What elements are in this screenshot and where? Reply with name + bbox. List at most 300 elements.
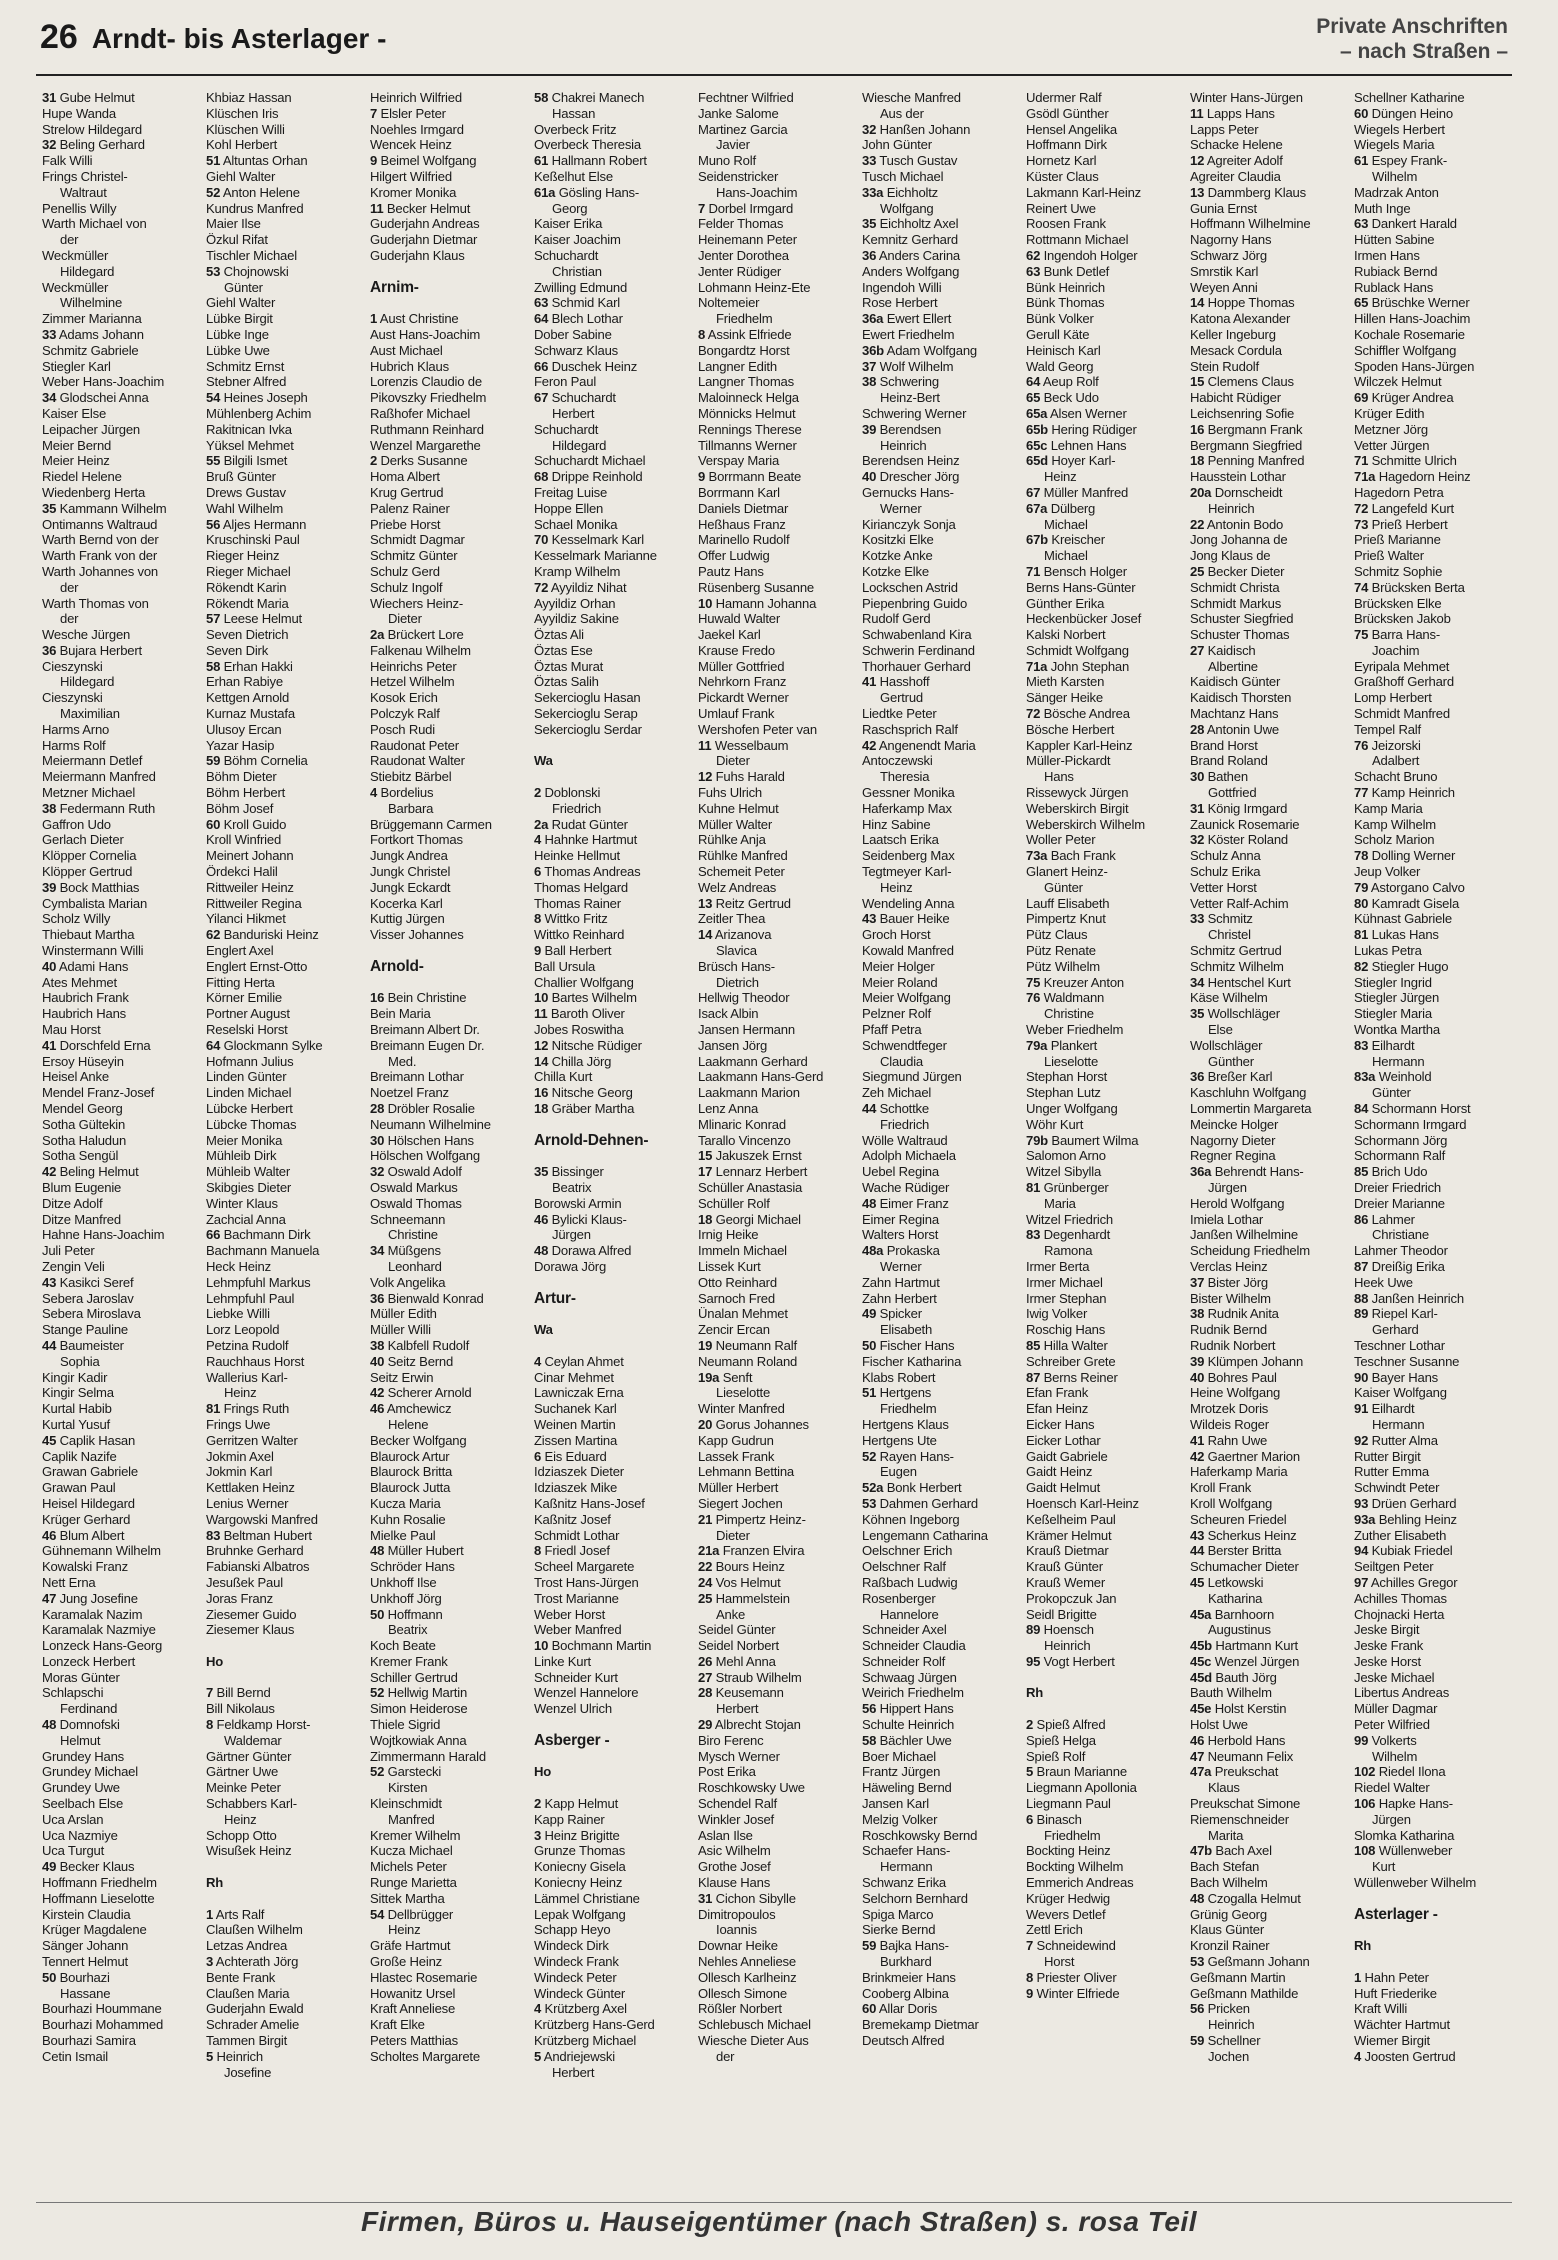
house-number: 93a — [1354, 1511, 1376, 1527]
resident-entry: 73a Bach Frank — [1026, 848, 1116, 864]
resident-entry: 73 Prieß Herbert — [1354, 516, 1448, 532]
house-number: 42 — [42, 1164, 57, 1180]
resident-entry: 45c Wenzel Jürgen — [1190, 1653, 1300, 1669]
resident-entry: 54 Heines Joseph — [206, 390, 308, 406]
resident-entry: 12 Nitsche Rüdiger — [534, 1037, 642, 1053]
resident-entry: Sotha Sengül — [42, 1148, 119, 1164]
resident-entry: 2a Rudat Günter — [534, 816, 628, 832]
resident-entry: Rühlke Anja — [698, 832, 766, 848]
house-number: 43 — [42, 1274, 57, 1290]
resident-entry: Kurtal Habib — [42, 1401, 112, 1417]
resident-entry: Stiegler Karl — [42, 358, 111, 374]
resident-entry: 28 Dröbler Rosalie — [370, 1101, 475, 1116]
resident-entry: 10 Hamann Johanna — [698, 595, 817, 611]
resident-entry: Laakmann Marion — [698, 1085, 800, 1101]
resident-entry: 41 Rahn Uwe — [1190, 1432, 1268, 1448]
resident-entry: Wollschläger — [1190, 1037, 1263, 1053]
resident-entry: Yazar Hasip — [206, 737, 275, 753]
resident-entry: 3 Achterath Jörg — [206, 1954, 299, 1970]
house-number: 85 — [1026, 1337, 1041, 1353]
resident-entry: 36 Anders Carina — [862, 247, 960, 263]
resident-entry: Schiffler Wolfgang — [1354, 342, 1457, 358]
entry-continuation: Herbert — [552, 405, 595, 421]
house-number: 36 — [370, 1290, 385, 1306]
resident-entry: 25 Becker Dieter — [1190, 563, 1285, 579]
entry-continuation: Claudia — [880, 1053, 924, 1069]
resident-entry: Meier Holger — [862, 958, 935, 974]
resident-entry: 87 Berns Reiner — [1026, 1369, 1118, 1385]
resident-entry: 35 Eichholtz Axel — [862, 216, 959, 232]
resident-entry: 7 Dorbel Irmgard — [698, 200, 794, 216]
resident-entry: 6 Eis Eduard — [534, 1448, 607, 1464]
resident-entry: Raschsprich Ralf — [862, 721, 958, 737]
resident-entry: Heek Uwe — [1354, 1274, 1413, 1290]
resident-entry: Kingir Selma — [42, 1385, 114, 1401]
house-number: 12 — [534, 1037, 549, 1053]
resident-entry: 93 Drüen Gerhard — [1354, 1495, 1457, 1511]
resident-entry: Breimann Albert Dr. — [370, 1022, 480, 1038]
resident-entry: Oswald Markus — [370, 1179, 458, 1195]
house-number: 77 — [1354, 785, 1369, 801]
resident-entry: Muno Rolf — [698, 153, 756, 169]
resident-entry: Wächter Hartmut — [1354, 2017, 1450, 2033]
resident-entry: 48 Czogalla Helmut — [1190, 1890, 1301, 1906]
resident-entry: 33a Eichholtz — [862, 184, 939, 200]
resident-entry: 32 Beling Gerhard — [42, 137, 145, 153]
resident-entry: Rökendt Karin — [206, 579, 287, 595]
resident-entry: Schulz Ingolf — [370, 579, 443, 595]
resident-entry: 43 Scherkus Heinz — [1190, 1527, 1297, 1543]
entry-continuation: Christine — [388, 1227, 438, 1243]
resident-entry: Wald Georg — [1026, 358, 1094, 374]
spacer — [370, 943, 528, 959]
house-number: 32 — [862, 121, 877, 137]
resident-entry: Bösche Herbert — [1026, 721, 1115, 737]
house-number: 35 — [862, 216, 877, 232]
resident-entry: Böhm Josef — [206, 800, 274, 816]
resident-entry: Vetter Horst — [1190, 879, 1257, 895]
house-number: 42 — [862, 737, 877, 753]
entry-continuation: Hildegard — [552, 437, 607, 453]
resident-entry: Bünk Volker — [1026, 311, 1094, 327]
resident-entry: Schmitz Günter — [370, 548, 458, 564]
resident-entry: Heisel Hildegard — [42, 1495, 135, 1511]
resident-entry: 49 Becker Klaus — [42, 1859, 135, 1875]
resident-entry: 8 Assink Elfriede — [698, 326, 792, 342]
entry-continuation: Katharina — [1208, 1590, 1263, 1606]
resident-entry: Jansen Karl — [862, 1796, 929, 1812]
resident-entry: Slomka Katharina — [1354, 1827, 1455, 1843]
resident-entry: Wisußek Heinz — [206, 1843, 292, 1859]
resident-entry: Felder Thomas — [698, 216, 784, 232]
resident-entry: 30 Hölschen Hans — [370, 1132, 474, 1148]
resident-entry: Wache Rüdiger — [862, 1179, 950, 1195]
resident-entry: 79b Baumert Wilma — [1026, 1132, 1139, 1148]
resident-entry: Agreiter Claudia — [1190, 168, 1281, 184]
resident-entry: Wevers Detlef — [1026, 1906, 1106, 1922]
resident-entry: Schuchardt Michael — [534, 453, 646, 469]
resident-entry: Wenzel Hannelore — [534, 1685, 639, 1701]
resident-entry: Blaurock Britta — [370, 1464, 453, 1480]
house-number: Ho — [206, 1653, 224, 1669]
resident-entry: 53 Dahmen Gerhard — [862, 1495, 978, 1511]
resident-entry: 52 Garstecki — [370, 1764, 442, 1780]
entry-continuation: Wilhelm — [1372, 1748, 1418, 1764]
resident-entry: Irmer Stephan — [1026, 1290, 1107, 1306]
house-number: 45 — [1190, 1574, 1205, 1590]
resident-entry: Wiemer Birgit — [1354, 2033, 1430, 2049]
resident-entry: Wittko Reinhard — [534, 927, 625, 943]
resident-entry: Schacke Helene — [1190, 137, 1283, 153]
entry-continuation: Herbert — [716, 1701, 759, 1717]
resident-entry: Irmen Hans — [1354, 247, 1420, 263]
resident-entry: 8 Wittko Fritz — [534, 911, 608, 927]
house-number: 108 — [1354, 1843, 1376, 1859]
resident-entry: Antoczewski — [862, 753, 933, 769]
resident-entry: Schulz Gerd — [370, 563, 440, 579]
resident-entry: Verclas Heinz — [1190, 1258, 1268, 1274]
resident-entry: Hölschen Wolfgang — [370, 1148, 480, 1164]
resident-entry: 27 Straub Wilhelm — [698, 1669, 802, 1685]
house-number: 18 — [1190, 453, 1205, 469]
resident-entry: Guderjahn Ewald — [206, 2001, 304, 2017]
house-number: 4 — [534, 2001, 542, 2017]
resident-entry: Rauchhaus Horst — [206, 1353, 305, 1369]
resident-entry: Marinello Rudolf — [698, 532, 790, 548]
resident-entry: Offer Ludwig — [698, 548, 770, 564]
resident-entry: Laatsch Erika — [862, 832, 939, 848]
resident-entry: Warth Johannes von — [42, 563, 159, 579]
resident-entry: Schmidt Wolfgang — [1026, 642, 1129, 658]
resident-entry: 45 Letkowski — [1190, 1574, 1264, 1590]
house-number: 78 — [1354, 848, 1369, 864]
resident-entry: Cymbalista Marian — [42, 895, 148, 911]
resident-entry: Schmitz Gertrud — [1190, 943, 1282, 959]
resident-entry: Wiedenberg Herta — [42, 484, 146, 500]
resident-entry: Mielke Paul — [370, 1527, 436, 1543]
resident-entry: Metzner Jörg — [1354, 421, 1429, 437]
resident-entry: Spieß Helga — [1026, 1732, 1096, 1748]
house-number: 24 — [698, 1574, 713, 1590]
resident-entry: Schmidt Manfred — [1354, 706, 1450, 722]
resident-entry: Efan Frank — [1026, 1385, 1089, 1401]
resident-entry: Englert Ernst-Otto — [206, 958, 308, 974]
house-number: 65c — [1026, 437, 1048, 453]
entry-continuation: der — [60, 579, 79, 595]
resident-entry: Schlapschi — [42, 1685, 104, 1701]
house-number: 54 — [370, 1906, 385, 1922]
resident-entry: 65 Beck Udo — [1026, 390, 1099, 406]
resident-entry: Lehmann Bettina — [698, 1464, 795, 1480]
resident-entry: Weber Manfred — [534, 1622, 622, 1638]
entry-continuation: Ioannis — [716, 1922, 757, 1938]
entry-continuation: Heinz — [1044, 469, 1077, 485]
resident-entry: Warth Thomas von — [42, 595, 149, 611]
resident-entry: Keller Ingeburg — [1190, 326, 1276, 342]
resident-entry: 1 Arts Ralf — [206, 1906, 265, 1922]
resident-entry: 70 Kesselmark Karl — [534, 532, 644, 548]
resident-entry: Hlastec Rosemarie — [370, 1969, 478, 1985]
resident-entry: Schneider Kurt — [534, 1669, 618, 1685]
resident-entry: Kotzke Anke — [862, 548, 933, 564]
house-number: 38 — [1190, 1306, 1205, 1322]
resident-entry: Heckenbücker Josef — [1026, 611, 1142, 627]
resident-entry: Berendsen Heinz — [862, 453, 960, 469]
resident-entry: 39 Bock Matthias — [42, 879, 140, 895]
house-number: 59 — [1190, 2033, 1205, 2049]
house-number: 81 — [1026, 1179, 1041, 1195]
resident-entry: Schmitz Ernst — [206, 358, 285, 374]
district-marker — [1026, 1685, 1184, 1701]
resident-entry: Kronzil Rainer — [1190, 1938, 1270, 1954]
resident-entry: 77 Kamp Heinrich — [1354, 785, 1455, 801]
resident-entry: Sebera Miroslava — [42, 1306, 141, 1322]
house-number: 22 — [698, 1559, 713, 1575]
resident-entry: 54 Dellbrügger — [370, 1906, 454, 1922]
resident-entry: Moras Günter — [42, 1669, 120, 1685]
entry-continuation: Heinrich — [1044, 1638, 1091, 1654]
house-number: 7 — [1026, 1938, 1034, 1954]
resident-entry: Kaiser Erika — [534, 216, 603, 232]
resident-entry: 32 Köster Roland — [1190, 832, 1288, 848]
house-number: 27 — [1190, 642, 1205, 658]
resident-entry: Penellis Willy — [42, 200, 117, 216]
resident-entry: Schacht Bruno — [1354, 769, 1438, 785]
resident-entry: 59 Schellner — [1190, 2033, 1261, 2049]
resident-entry: 13 Dammberg Klaus — [1190, 184, 1306, 200]
resident-entry: 61a Gösling Hans- — [534, 184, 640, 200]
entry-continuation: Heinz — [880, 879, 913, 895]
resident-entry: Irnig Heike — [698, 1227, 759, 1243]
resident-entry: Lukas Petra — [1354, 943, 1422, 959]
resident-entry: Uca Arslan — [42, 1811, 104, 1827]
resident-entry: Fuhs Ulrich — [698, 785, 763, 801]
resident-entry: Linden Michael — [206, 1085, 292, 1101]
resident-entry: Mühlenberg Achim — [206, 405, 312, 421]
resident-entry: Warth Michael von — [42, 216, 147, 232]
house-number: 53 — [206, 263, 221, 279]
house-number: Wa — [534, 753, 553, 769]
resident-entry: Mieth Karsten — [1026, 674, 1105, 690]
resident-entry: Jansen Jörg — [698, 1037, 768, 1053]
resident-entry: Krützberg Michael — [534, 2033, 637, 2049]
resident-entry: Schneider Rolf — [862, 1653, 946, 1669]
resident-entry: 71 Schmitte Ulrich — [1354, 453, 1457, 469]
house-number: 66 — [534, 358, 549, 374]
resident-entry: Zahn Herbert — [862, 1290, 937, 1306]
resident-entry: Skibgies Dieter — [206, 1179, 292, 1195]
resident-entry: Schneider Axel — [862, 1622, 947, 1638]
resident-entry: Sotha Gültekin — [42, 1116, 126, 1132]
house-number: 71a — [1354, 469, 1376, 485]
house-number: 102 — [1354, 1764, 1376, 1780]
column-5 — [698, 90, 856, 2202]
resident-entry: Juli Peter — [42, 1243, 95, 1259]
resident-entry: Kromer Monika — [370, 184, 457, 200]
resident-entry: Scholtes Margarete — [370, 2048, 480, 2064]
resident-entry: Kuhne Helmut — [698, 800, 779, 816]
resident-entry: Lohmann Heinz-Ete — [698, 279, 811, 295]
resident-entry: 4 Krützberg Axel — [534, 2001, 627, 2017]
resident-entry: 35 Wollschläger — [1190, 1006, 1280, 1022]
resident-entry: 35 Bissinger — [534, 1164, 604, 1180]
house-number: 46 — [370, 1401, 385, 1417]
entry-continuation: Theresia — [880, 769, 930, 785]
resident-entry: Schröder Hans — [370, 1559, 455, 1575]
resident-entry: 15 Jakuszek Ernst — [698, 1148, 802, 1164]
resident-entry: Sierke Bernd — [862, 1922, 936, 1938]
resident-entry: Schopp Otto — [206, 1827, 277, 1843]
spacer — [206, 1859, 364, 1875]
resident-entry: 72 Langefeld Kurt — [1354, 500, 1454, 516]
resident-entry: Kowalski Franz — [42, 1559, 128, 1575]
spacer — [534, 1338, 692, 1354]
resident-entry: Kaßnitz Josef — [534, 1511, 611, 1527]
entry-continuation: Friedhelm — [880, 1401, 937, 1417]
entry-continuation: Günter — [1372, 1085, 1411, 1101]
resident-entry: Daniels Dietmar — [698, 500, 789, 516]
house-number: 68 — [534, 469, 549, 485]
house-number: 5 — [1026, 1764, 1034, 1780]
resident-entry: Breimann Eugen Dr. — [370, 1037, 485, 1053]
resident-entry: 67a Dülberg — [1026, 500, 1096, 516]
resident-entry: Lenius Werner — [206, 1495, 289, 1511]
resident-entry: Seidel Günter — [698, 1622, 776, 1638]
resident-entry: 94 Kubiak Friedel — [1354, 1543, 1453, 1559]
resident-entry: 14 Hoppe Thomas — [1190, 295, 1295, 311]
house-number: 48 — [1190, 1890, 1205, 1906]
house-number: 47 — [1190, 1748, 1205, 1764]
entry-continuation: Joachim — [1372, 642, 1420, 658]
resident-entry: Trost Marianne — [534, 1590, 619, 1606]
resident-entry: Neumann Roland — [698, 1353, 798, 1369]
resident-entry: Uca Nazmiye — [42, 1827, 118, 1843]
resident-entry: Meinert Johann — [206, 848, 294, 864]
resident-entry: Oelschner Erich — [862, 1543, 953, 1559]
house-number: 76 — [1354, 737, 1369, 753]
resident-entry: Spieß Rolf — [1026, 1748, 1086, 1764]
house-number: 56 — [1190, 2001, 1205, 2017]
resident-entry: Ewert Friedhelm — [862, 326, 955, 342]
entry-continuation: Christel — [1208, 927, 1251, 943]
resident-entry: Öztas Ali — [534, 627, 584, 643]
district-marker — [1354, 1938, 1512, 1954]
house-number: 4 — [370, 785, 378, 801]
resident-entry: Lengemann Catharina — [862, 1527, 988, 1543]
resident-entry: Kaßnitz Hans-Josef — [534, 1495, 645, 1511]
resident-entry: Irmer Berta — [1026, 1258, 1090, 1274]
resident-entry: Raßhofer Michael — [370, 405, 471, 421]
entry-continuation: Marita — [1208, 1827, 1244, 1843]
resident-entry: 7 Elsler Peter — [370, 105, 446, 121]
resident-entry: 9 Beimel Wolfgang — [370, 153, 477, 169]
house-number: 60 — [206, 816, 221, 832]
resident-entry: Graßhoff Gerhard — [1354, 674, 1454, 690]
resident-entry: Grunze Thomas — [534, 1843, 626, 1859]
resident-entry: 28 Keusemann — [698, 1685, 784, 1701]
resident-entry: Mendel Georg — [42, 1101, 123, 1116]
resident-entry: Visser Johannes — [370, 927, 464, 943]
resident-entry: Schumacher Dieter — [1190, 1559, 1299, 1575]
resident-entry: Hütten Sabine — [1354, 232, 1435, 248]
resident-entry: Schuster Thomas — [1190, 627, 1290, 643]
resident-entry: Cooberg Albina — [862, 1985, 949, 2001]
resident-entry: Bockting Wilhelm — [1026, 1859, 1124, 1875]
resident-entry: Wendeling Anna — [862, 895, 955, 911]
resident-entry: 36 Bienwald Konrad — [370, 1290, 484, 1306]
resident-entry: Jobes Roswitha — [534, 1022, 624, 1038]
house-number: 48 — [862, 1195, 877, 1211]
resident-entry: Nagorny Dieter — [1190, 1132, 1276, 1148]
resident-entry: Jungk Christel — [370, 864, 451, 880]
house-number: 61 — [534, 153, 549, 169]
entry-continuation: Christine — [1044, 1006, 1094, 1022]
resident-entry: 93a Behling Heinz — [1354, 1511, 1457, 1527]
house-number: 10 — [698, 595, 713, 611]
resident-entry: Schulz Anna — [1190, 848, 1261, 864]
resident-entry: Kramp Wilhelm — [534, 563, 621, 579]
entry-continuation: Herbert — [552, 2064, 595, 2080]
resident-entry: 30 Bathen — [1190, 769, 1248, 785]
resident-entry: Koniecny Heinz — [534, 1875, 623, 1891]
resident-entry: 86 Lahmer — [1354, 1211, 1415, 1227]
resident-entry: Prieß Walter — [1354, 548, 1424, 564]
resident-entry: Laakmann Gerhard — [698, 1053, 808, 1069]
house-number: 85 — [1354, 1164, 1369, 1180]
resident-entry: Deutsch Alfred — [862, 2033, 945, 2049]
resident-entry: 10 Bochmann Martin — [534, 1638, 652, 1654]
house-number: 56 — [206, 516, 221, 532]
resident-entry: Rößler Norbert — [698, 2001, 782, 2017]
resident-entry: Fortkort Thomas — [370, 832, 463, 848]
resident-entry: 2a Brückert Lore — [370, 627, 464, 643]
resident-entry: 36a Behrendt Hans- — [1190, 1164, 1304, 1180]
resident-entry: Volk Angelika — [370, 1274, 446, 1290]
resident-entry: Neumann Wilhelmine — [370, 1116, 491, 1132]
resident-entry: Kruschinski Paul — [206, 532, 300, 548]
house-number: 73a — [1026, 848, 1048, 864]
resident-entry: 72 Ayyildiz Nihat — [534, 579, 627, 595]
house-number: 30 — [1190, 769, 1205, 785]
resident-entry: Kaidisch Günter — [1190, 674, 1281, 690]
resident-entry: Scheidung Friedhelm — [1190, 1243, 1310, 1259]
house-number: 40 — [862, 469, 877, 485]
district-marker — [206, 1654, 364, 1670]
resident-entry: 28 Antonin Uwe — [1190, 721, 1279, 737]
resident-entry: 46 Amchewicz — [370, 1401, 452, 1417]
resident-entry: Roschkowsky Uwe — [698, 1780, 805, 1796]
house-number: 8 — [698, 326, 706, 342]
resident-entry: Meiermann Detlef — [42, 753, 143, 769]
resident-entry: Grawan Paul — [42, 1480, 116, 1496]
resident-entry: 16 Bergmann Frank — [1190, 421, 1303, 437]
resident-entry: Bister Wilhelm — [1190, 1290, 1271, 1306]
resident-entry: Liegmann Apollonia — [1026, 1780, 1137, 1796]
resident-entry: 18 Penning Manfred — [1190, 453, 1305, 469]
resident-entry: Klabs Robert — [862, 1369, 936, 1385]
resident-entry: Biro Ferenc — [698, 1732, 764, 1748]
house-number: 99 — [1354, 1732, 1369, 1748]
resident-entry: Kundrus Manfred — [206, 200, 304, 216]
entry-continuation: Wolfgang — [880, 200, 934, 216]
resident-entry: 49 Spicker — [862, 1306, 922, 1322]
resident-entry: Drews Gustav — [206, 484, 286, 500]
resident-entry: Heisel Anke — [42, 1069, 109, 1085]
resident-entry: Lübke Birgit — [206, 311, 273, 327]
spacer — [1026, 1670, 1184, 1686]
entry-continuation: Klaus — [1208, 1780, 1240, 1796]
resident-entry: 46 Bylicki Klaus- — [534, 1211, 627, 1227]
